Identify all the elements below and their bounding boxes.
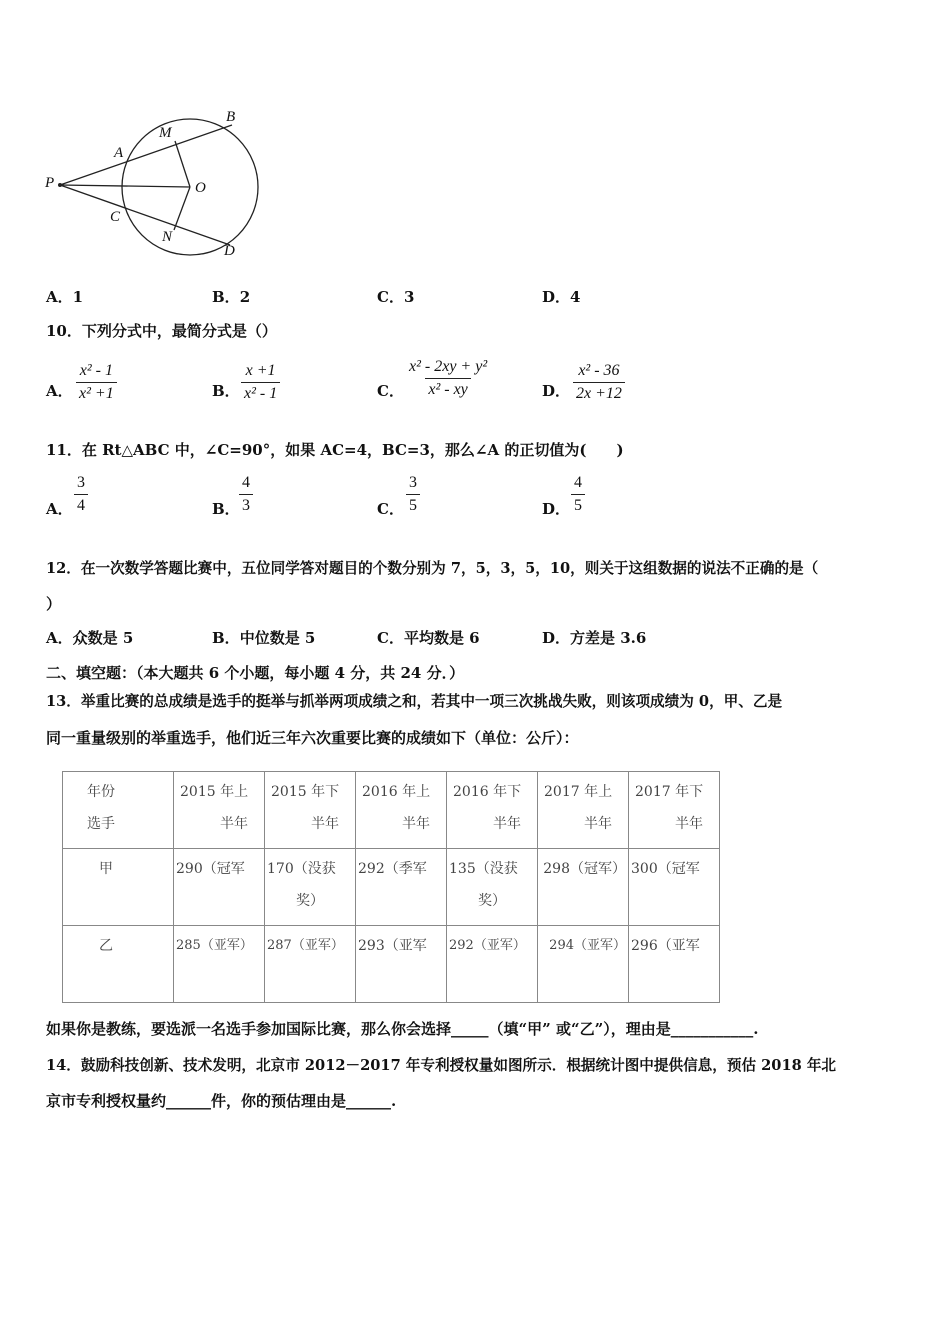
q10-option-a-letter: A． — [46, 382, 73, 400]
table-name-cell: 乙 — [63, 926, 174, 1003]
label-p: P — [45, 175, 55, 191]
label-n: N — [162, 229, 173, 245]
q10-option-c-fraction: $\frac{\text{x² - 2xy + y²}}{\text{x² - xy}}$ — [406, 356, 490, 401]
secant-pb — [60, 125, 232, 185]
label-m: M — [159, 125, 172, 141]
q10-option-b-fraction: $\frac{x +1}{\text{x² - 1}}$ — [241, 360, 280, 405]
section-2-heading: 二、填空题：（本大题共 6 个小题，每小题 4 分，共 24 分．） — [46, 664, 465, 682]
table-cell: 294（亚军） — [538, 926, 629, 1003]
table-cell: 290（冠军 — [174, 849, 265, 926]
table-cell: 300（冠军 — [629, 849, 720, 926]
table-corner-cell: 年份 选手 — [63, 772, 174, 849]
table-header-cell: 2017 年下 半年 — [629, 772, 720, 849]
q12-stem: 12．在一次数学答题比赛中，五位同学答对题目的个数分别为 7，5，3，5，10，则关于这组数据的说法不正确的是（ — [46, 560, 819, 577]
q11-option-a-fraction: $\frac{3}{4}$ — [74, 472, 88, 517]
table-cell: 296（亚军 — [629, 926, 720, 1003]
q10-stem: 10．下列分式中，最简分式是（） — [46, 322, 277, 340]
q9-option-d: D．4 — [542, 288, 581, 306]
q10-option-d-letter: D． — [542, 382, 571, 400]
q10-option-a-fraction: $\frac{\text{x² - 1}}{\text{x² +1}}$ — [76, 360, 117, 405]
q13-line2: 同一重量级别的举重选手，他们近三年六次重要比赛的成绩如下（单位：公斤）： — [46, 729, 579, 747]
q11-stem: 11．在 Rt△ABC 中，∠C=90°，如果 AC=4，BC=3，那么∠A 的正切值为( ) — [46, 441, 624, 459]
q10-option-b-letter: B． — [212, 382, 240, 400]
segment-mo — [175, 141, 190, 187]
table-row — [63, 926, 720, 1003]
q12-option-c: C．平均数是 6 — [377, 629, 480, 647]
q12-option-b: B．中位数是 5 — [212, 629, 316, 647]
label-d: D — [224, 243, 235, 259]
q13-line1: 13．举重比赛的总成绩是选手的挺举与抓举两项成绩之和，若其中一项三次挑战失败，则该项成绩为 0，甲、乙是 — [46, 693, 783, 710]
table-cell: 293（亚军 — [356, 926, 447, 1003]
q9-option-c: C．3 — [377, 288, 415, 306]
label-c: C — [110, 209, 121, 225]
label-b: B — [226, 109, 236, 125]
q10-option-d-fraction: $\frac{\text{x² - 36}}{2x +12}$ — [573, 360, 625, 405]
table-header-cell: 2017 年上 半年 — [538, 772, 629, 849]
table-cell: 292（亚军） — [447, 926, 538, 1003]
q12-option-a: A．众数是 5 — [46, 629, 134, 647]
q11-option-a-letter: A． — [46, 500, 73, 518]
q11-option-d-fraction: $\frac{4}{5}$ — [571, 472, 585, 517]
q11-option-c-letter: C． — [377, 500, 404, 518]
point-p — [58, 183, 62, 187]
q13-after-table: 如果你是教练，要选派一名选手参加国际比赛，那么你会选择_____（填“甲” 或“乙”），理由是___________. — [46, 1020, 759, 1038]
q11-option-d-letter: D． — [542, 500, 571, 518]
label-a: A — [114, 145, 124, 161]
table-header-cell: 2015 年上 半年 — [174, 772, 265, 849]
score-table — [62, 771, 720, 1003]
table-cell: 135（没获 奖） — [447, 849, 538, 926]
table-header-cell: 2015 年下 半年 — [265, 772, 356, 849]
table-cell: 285（亚军） — [174, 926, 265, 1003]
table-cell: 287（亚军） — [265, 926, 356, 1003]
q11-option-b-fraction: $\frac{4}{3}$ — [239, 472, 253, 517]
table-row — [63, 849, 720, 926]
q12-option-d: D．方差是 3.6 — [542, 629, 647, 647]
segment-no — [174, 187, 190, 230]
q12-stem-cont: ） — [46, 595, 62, 613]
table-cell: 298（冠军） — [538, 849, 629, 926]
segment-po — [60, 185, 190, 187]
q9-option-a: A．1 — [46, 288, 84, 306]
table-header-cell: 2016 年上 半年 — [356, 772, 447, 849]
q14-line2: 京市专利授权量约______件，你的预估理由是______. — [46, 1092, 397, 1110]
table-header-row — [63, 772, 720, 849]
table-cell: 170（没获 奖） — [265, 849, 356, 926]
table-cell: 292（季军 — [356, 849, 447, 926]
q11-option-b-letter: B． — [212, 500, 240, 518]
label-o: O — [195, 180, 206, 196]
q10-option-c-letter: C． — [377, 382, 404, 400]
q11-option-c-fraction: $\frac{3}{5}$ — [406, 472, 420, 517]
q14-line1: 14．鼓励科技创新、技术发明，北京市 2012－2017 年专利授权量如图所示．根据统计图中提供信息，预估 2018 年北 — [46, 1057, 837, 1074]
q9-option-b: B．2 — [212, 288, 251, 306]
table-name-cell: 甲 — [63, 849, 174, 926]
table-header-cell: 2016 年下 半年 — [447, 772, 538, 849]
